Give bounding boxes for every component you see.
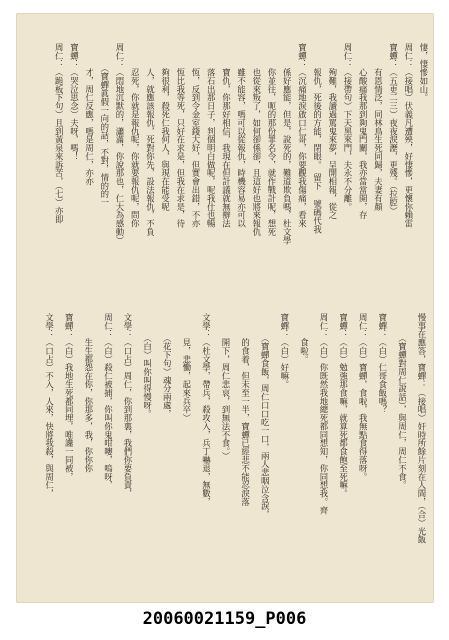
text-column: 係好應能，但是，說死的，難道欺負嗎，杜文學 bbox=[282, 43, 293, 245]
text-column: 周仁：（白）你既然我地總死都同想知，你同想我。齊 bbox=[319, 313, 329, 515]
text-column: 寶蟬：（白）好嘛。 bbox=[279, 313, 290, 389]
text-column: 悽，悽慘如山。 bbox=[419, 43, 429, 102]
text-column: 恆，反到令金室錢大好，但實會出錯，不亦 bbox=[191, 43, 201, 228]
text-column: 寶仇，你那好相信，我現在但計議就無辦法 bbox=[221, 43, 232, 228]
text-column: 寶蟬：（沉痛地淚啟口仁哥，你要觀我傷痛，看來 bbox=[297, 43, 308, 228]
text-column: 寶蟬：（哭泣思念）夫呀，嗎！ bbox=[69, 43, 80, 161]
text-column: （寶蟬食飯，周仁口口吃一口，兩人悲咽泣含淚， bbox=[260, 313, 271, 519]
text-column: 周仁：（接帶句）下天黑來門，夫永不分離。 bbox=[343, 43, 353, 211]
text-column: 的食着，但未至一半，寶蟬已經悲不能忍淚落 bbox=[240, 313, 251, 506]
text-column: 寶蟬：（白）仁哥食飯嗎？ bbox=[377, 313, 388, 414]
text-column: 落石出那日子，判個明白做呢，呢我仕也暢 bbox=[206, 43, 217, 228]
text-column: 文學：（杜文學，帶兵，殺攻入，兵丁嚇退，無數， bbox=[201, 313, 212, 506]
text-column: 生生都怨在你，你那多，我，你你你 bbox=[83, 313, 94, 473]
text-column: 你並往，呃的那份罪名令，就作戰計呢，想死 bbox=[267, 43, 277, 236]
script-page bbox=[16, 13, 434, 603]
text-column: 見，悲慟，起來兵卒） bbox=[181, 313, 192, 423]
text-column: 寶蟬：（白）我地生死都同埋，唯讒一同被， bbox=[64, 313, 75, 481]
text-column: 恆比我等死，只好在求是，但我在求是，待 bbox=[175, 43, 186, 228]
text-column: 人，就應該報仇，死對你先，設法報仇，不負 bbox=[145, 43, 156, 236]
text-column: 周仁：（悶地沉默的，瀟滿，你說那也，仁大為感動） bbox=[115, 43, 125, 245]
text-column: 有恩情泛，同林鳥生死同歸，夫妻有顏 bbox=[373, 43, 384, 211]
text-column: 食啦。 bbox=[299, 313, 310, 364]
text-column: 周仁：（白）寶蟬，食啦，我無點食得落呀。 bbox=[358, 313, 369, 481]
text-column: 慢事在應答，寶蟬：（接唱）奸時所餘片刻在人間，（合）光飯 bbox=[417, 313, 427, 544]
text-column: （白）叫你叫得慢呀。 bbox=[142, 313, 153, 418]
text-column: 周仁：（白）殺仁被捕，你叫你鬼咁嘍，嗚呀， bbox=[103, 313, 114, 490]
text-column: 寶蟬：（白）勉強那食嘛，就算死都食飽至死嘛。 bbox=[338, 313, 349, 498]
text-column: （花下句）魂分兩處， bbox=[162, 313, 173, 418]
text-column: 周仁：（跪板下句）且到黃泉來訴苦，（七）亦即 bbox=[54, 43, 65, 224]
text-column: 也從來叛了，如何卻係卻，且這好也將來報仇 bbox=[251, 43, 262, 236]
catalog-number: 20060021159_P006 bbox=[142, 609, 307, 629]
text-column: 報仇，死後的方能，閉眼。 留下 號碼代我 bbox=[312, 43, 323, 234]
text-column: 周仁：（接唱）伏義凡遭殃，好悽慘，更懷你賴雷 bbox=[403, 43, 414, 228]
text-column: 忍死，你就是報仇呢，你就要報仇呢，問你 bbox=[130, 43, 141, 228]
text-column: （寶蟬眞假一向的話，不對，情的的一 bbox=[99, 43, 110, 207]
text-column: 雖不能容，嗎可以從報仇，時機容易亦可以 bbox=[236, 43, 247, 228]
text-column: 開下，周仁悲哀，到無法不食。） bbox=[221, 313, 231, 460]
text-column: 殉難，我讀過罵鬼來夢，呈開相報，從之 bbox=[327, 43, 338, 220]
text-column: （寶蟬對周仁說話），與周仁，周仁不食。 bbox=[397, 313, 408, 490]
text-column: 寶蟬：（五更二三）夜夜淚瀝，更殘。（拉腔） bbox=[388, 43, 399, 215]
text-column: 才，周仁反應，嗎是周仁，亦亦 bbox=[84, 43, 95, 186]
text-column: 心酸痛我那到夠鬼門關，我亦當當開，存 bbox=[358, 43, 369, 220]
text-column: 夠很利，殺死仁我何人，與現在能受呢 bbox=[160, 43, 171, 211]
text-column: 文學：（口占）不入，人來，快將我殺，與周仁， bbox=[44, 313, 55, 498]
text-column: 文學：（口占）周仁，你到那裏，我們你要負責， bbox=[123, 313, 133, 498]
